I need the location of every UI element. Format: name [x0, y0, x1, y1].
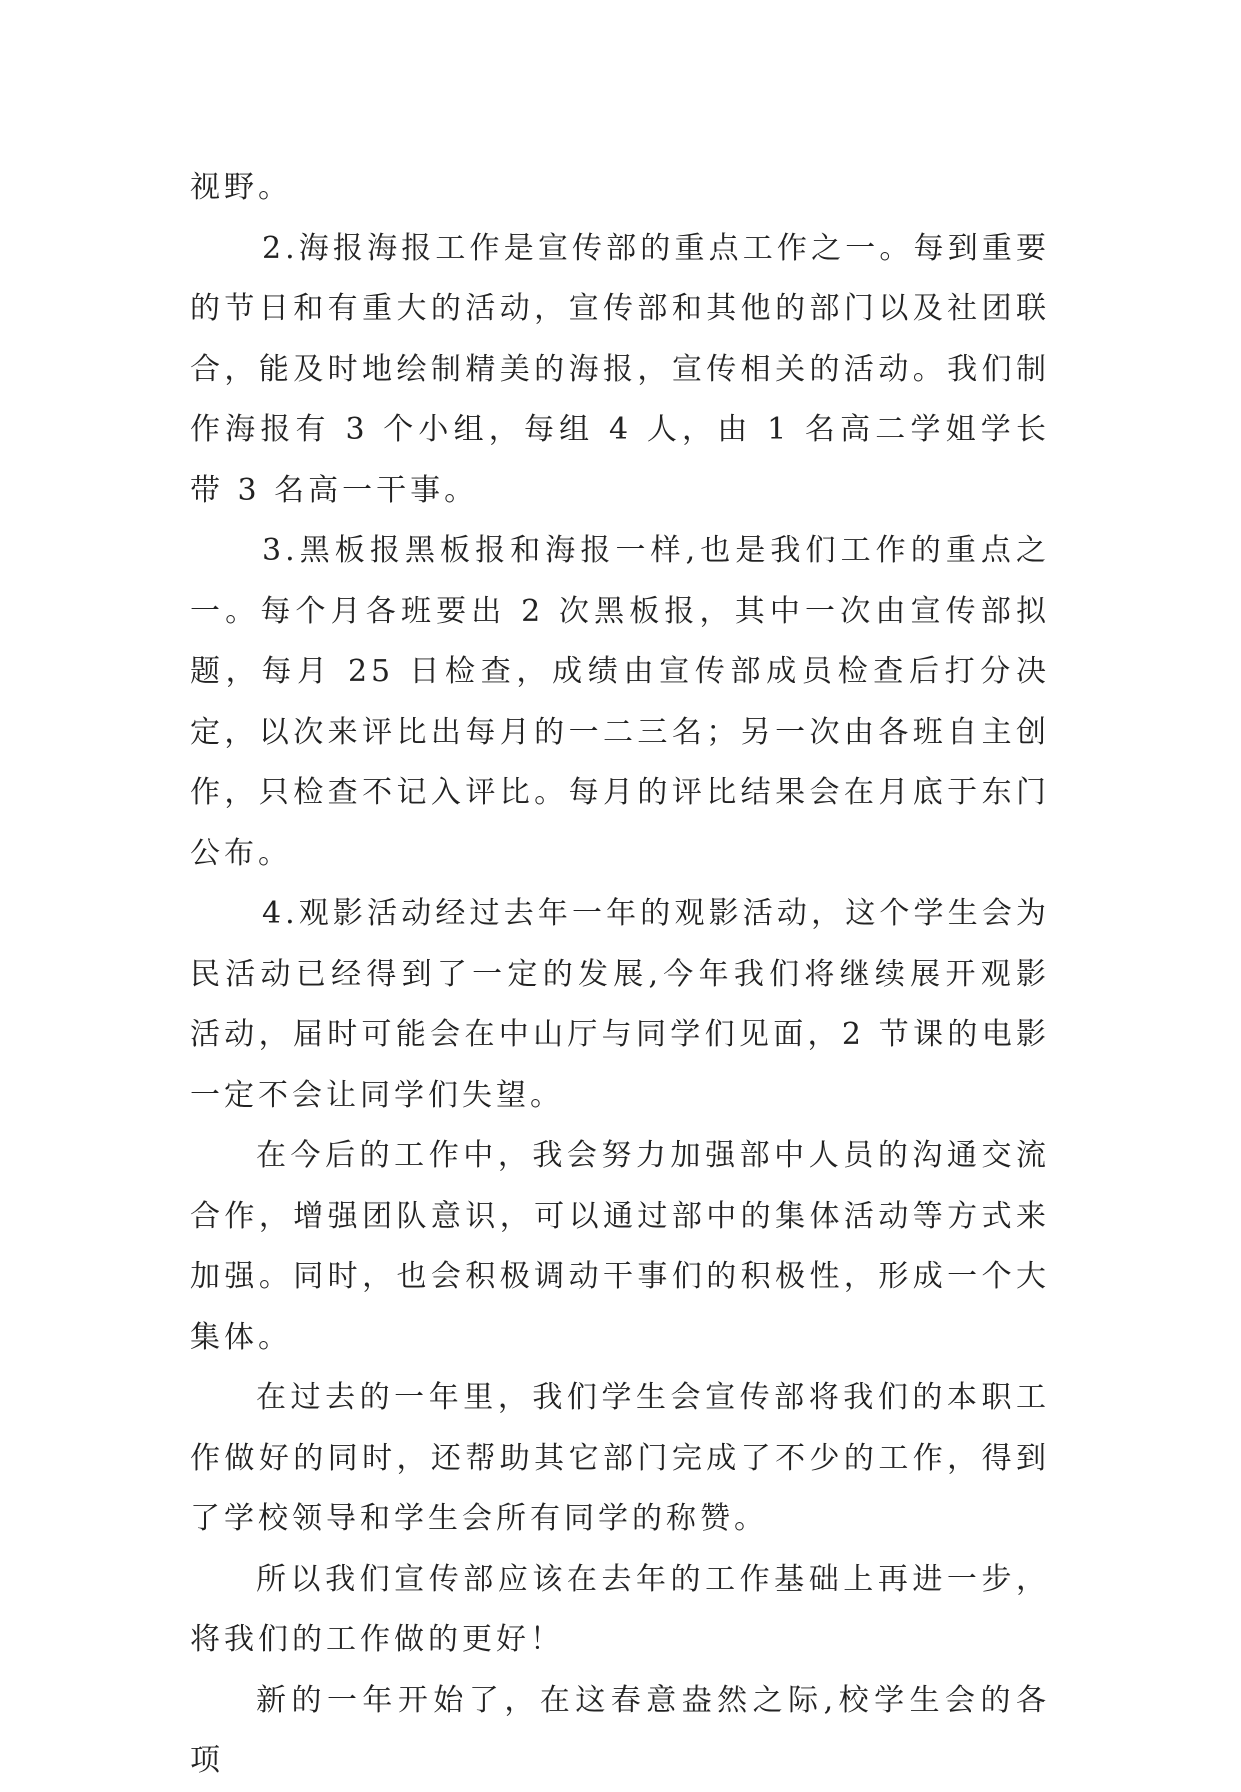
paragraph-conclusion: 所以我们宣传部应该在去年的工作基础上再进一步，将我们的工作做的更好！ — [190, 1561, 1050, 1657]
paragraph-new-year: 新的一年开始了，在这春意盎然之际,校学生会的各项 — [190, 1682, 1050, 1778]
document-body — [190, 158, 1050, 1792]
paragraph-continuation: 视野。 — [190, 170, 292, 205]
paragraph-past-year: 在过去的一年里，我们学生会宣传部将我们的本职工作做好的同时，还帮助其它部门完成了不少的工作，得到了学校领导和学生会所有同学的称赞。 — [190, 1380, 1050, 1536]
paragraph-blackboard: 3.黑板报黑板报和海报一样,也是我们工作的重点之一。每个月各班要出 2 次黑板报，其中一次由宣传部拟题，每月 25 日检查，成绩由宣传部成员检查后打分决定，以次来评比出每月的一二三名；另一次由各班自主创作，只检查不记入评比。每月的评比结果会在月底于东门公布。 — [190, 533, 1050, 871]
paragraph-poster: 2.海报海报工作是宣传部的重点工作之一。每到重要的节日和有重大的活动，宣传部和其他的部门以及社团联合，能及时地绘制精美的海报，宣传相关的活动。我们制作海报有 3 个小组，每组 4 人，由 1 名高二学姐学长带 3 名高一干事。 — [190, 230, 1050, 508]
paragraph-future-work: 在今后的工作中，我会努力加强部中人员的沟通交流合作，增强团队意识，可以通过部中的集体活动等方式来加强。同时，也会积极调动干事们的积极性，形成一个大集体。 — [190, 1138, 1050, 1355]
paragraph-movie: 4.观影活动经过去年一年的观影活动，这个学生会为民活动已经得到了一定的发展,今年我们将继续展开观影活动，届时可能会在中山厅与同学们见面，2 节课的电影一定不会让同学们失望。 — [190, 896, 1050, 1113]
